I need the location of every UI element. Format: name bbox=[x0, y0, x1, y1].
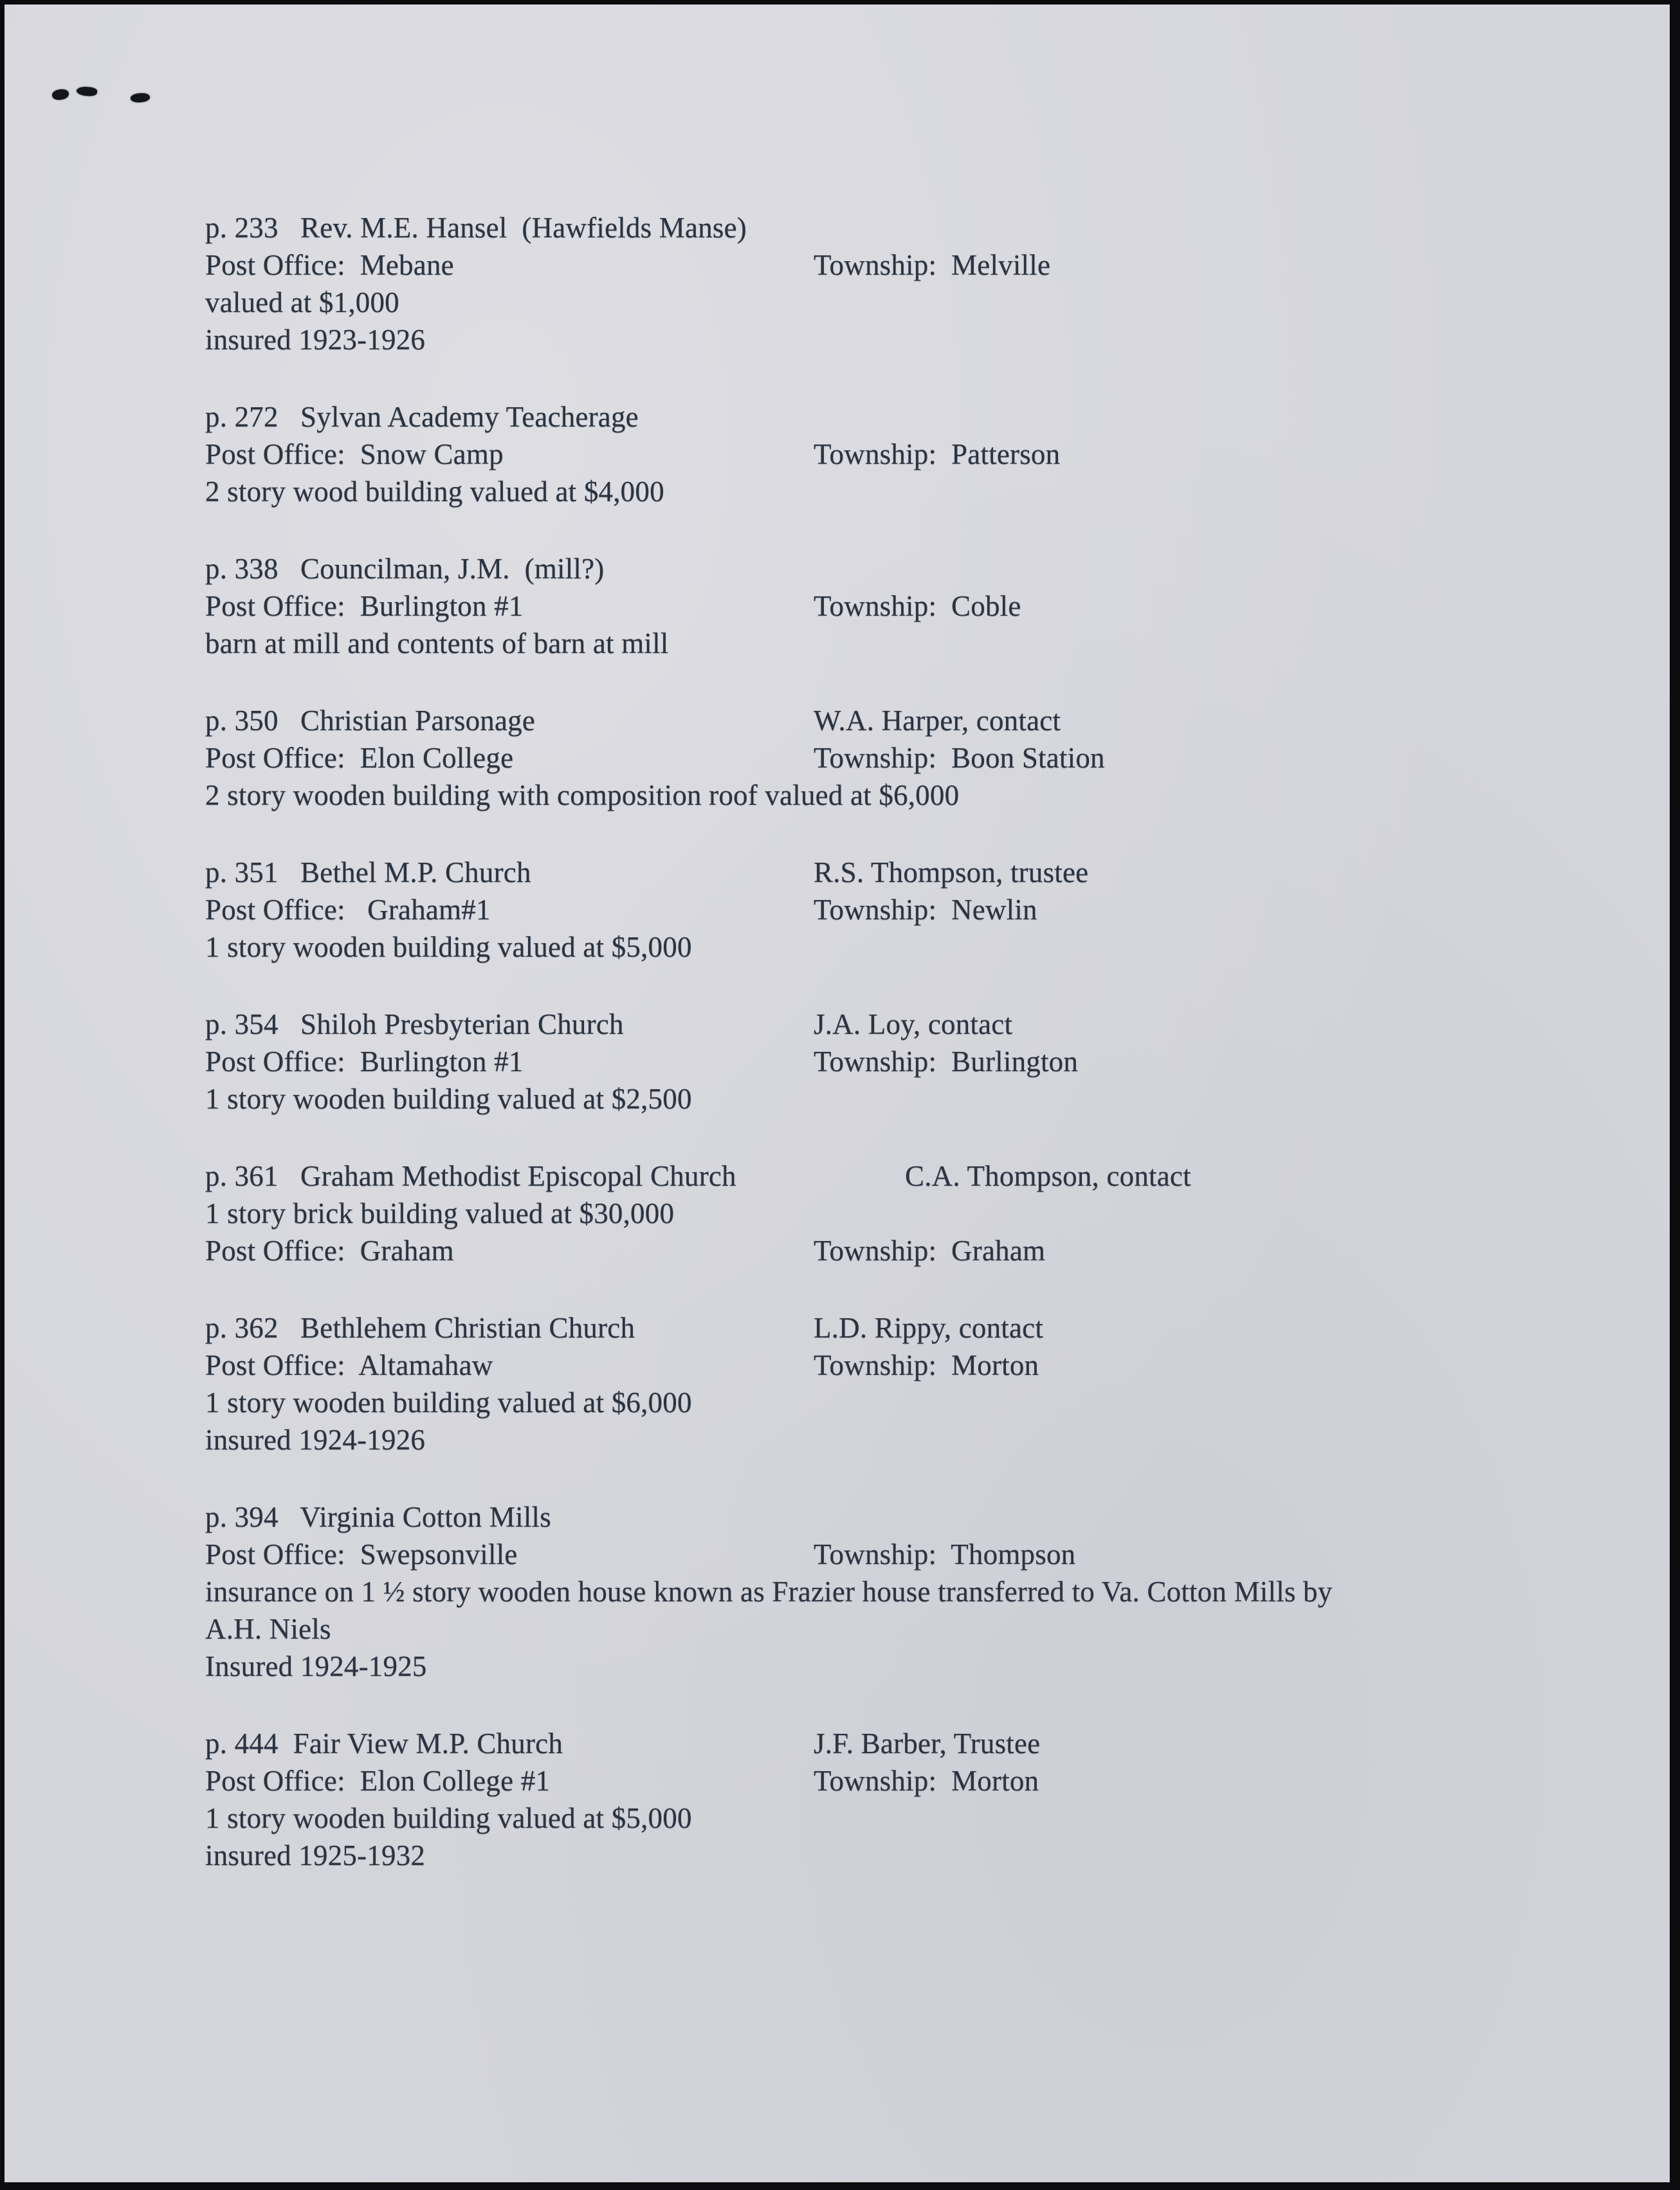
ink-smudge-mark bbox=[51, 88, 69, 100]
entry-text-left: insured 1923-1926 bbox=[205, 324, 426, 356]
record-entry-p361 bbox=[205, 1157, 1612, 1269]
entry-text-left: p. 233 Rev. M.E. Hansel (Hawfields Manse) bbox=[205, 212, 747, 244]
record-entry-p338 bbox=[205, 550, 1612, 662]
entry-row bbox=[205, 1195, 1612, 1232]
record-entry-p351 bbox=[205, 854, 1612, 966]
entry-text-left: p. 361 Graham Methodist Episcopal Church bbox=[205, 1160, 736, 1192]
entry-row bbox=[205, 739, 1612, 777]
entry-text-left: 2 story wood building valued at $4,000 bbox=[205, 475, 664, 508]
entry-text-right: Township: Newlin bbox=[814, 894, 1037, 926]
record-entry-p444 bbox=[205, 1725, 1612, 1874]
entry-text-left: insured 1924-1926 bbox=[205, 1424, 426, 1456]
entry-row bbox=[205, 1347, 1612, 1384]
entry-text-left: p. 354 Shiloh Presbyterian Church bbox=[205, 1008, 624, 1040]
entry-row bbox=[205, 473, 1612, 510]
entry-row bbox=[205, 1762, 1612, 1799]
entry-text-right: J.F. Barber, Trustee bbox=[814, 1727, 1041, 1760]
entry-row bbox=[205, 1080, 1612, 1118]
entry-text-left: p. 394 Virginia Cotton Mills bbox=[205, 1501, 551, 1533]
entry-row bbox=[205, 321, 1612, 358]
entry-text-right: Township: Burlington bbox=[814, 1045, 1079, 1078]
entry-text-left: Post Office: Mebane bbox=[205, 249, 454, 281]
entry-text-right: C.A. Thompson, contact bbox=[905, 1160, 1191, 1192]
entry-row bbox=[205, 928, 1612, 966]
entry-row bbox=[205, 1384, 1612, 1421]
record-entry-p362 bbox=[205, 1309, 1612, 1458]
entry-text-right: Township: Melville bbox=[814, 249, 1051, 281]
entry-row bbox=[205, 777, 1612, 814]
entry-text-right: Township: Thompson bbox=[814, 1538, 1076, 1570]
entry-row bbox=[205, 398, 1612, 436]
entry-text-left: 2 story wooden building with composition roof valued at $6,000 bbox=[205, 779, 960, 811]
entry-text-left: insured 1925-1932 bbox=[205, 1839, 426, 1872]
entry-text-right: Township: Graham bbox=[814, 1235, 1046, 1267]
entry-text-right: J.A. Loy, contact bbox=[814, 1008, 1013, 1040]
entry-text-left: Post Office: Burlington #1 bbox=[205, 1045, 524, 1078]
entry-text-right: Township: Coble bbox=[814, 590, 1021, 622]
entry-row bbox=[205, 550, 1612, 587]
entry-row bbox=[205, 1725, 1612, 1762]
entry-text-right: W.A. Harper, contact bbox=[814, 704, 1061, 737]
entry-text-left: Post Office: Snow Camp bbox=[205, 438, 504, 470]
entry-text-left: Post Office: Elon College bbox=[205, 742, 514, 774]
entry-text-left: 1 story wooden building valued at $5,000 bbox=[205, 1802, 692, 1834]
entry-text-left: p. 351 Bethel M.P. Church bbox=[205, 856, 531, 888]
record-entry-p394 bbox=[205, 1498, 1612, 1685]
entry-text-right: Township: Boon Station bbox=[814, 742, 1105, 774]
entry-row bbox=[205, 1309, 1612, 1347]
ink-smudge-mark bbox=[76, 86, 97, 97]
ink-smudge-mark bbox=[131, 93, 151, 103]
entry-text-right: L.D. Rippy, contact bbox=[814, 1312, 1044, 1344]
record-entry-p272 bbox=[205, 398, 1612, 510]
entry-row bbox=[205, 1232, 1612, 1269]
entry-row bbox=[205, 1536, 1612, 1573]
entry-row bbox=[205, 1648, 1612, 1685]
entry-row bbox=[205, 702, 1612, 739]
entry-row bbox=[205, 854, 1612, 891]
entry-row bbox=[205, 1610, 1612, 1648]
entry-row bbox=[205, 587, 1612, 625]
entry-row bbox=[205, 1157, 1612, 1195]
entry-row bbox=[205, 1498, 1612, 1536]
entry-row bbox=[205, 1799, 1612, 1837]
entry-text-left: p. 350 Christian Parsonage bbox=[205, 704, 536, 737]
entry-text-right: Township: Morton bbox=[814, 1765, 1039, 1797]
entry-text-left: 1 story wooden building valued at $6,000 bbox=[205, 1386, 692, 1419]
entry-text-left: p. 362 Bethlehem Christian Church bbox=[205, 1312, 635, 1344]
scanned-document-page bbox=[5, 5, 1670, 2182]
record-entry-p354 bbox=[205, 1006, 1612, 1118]
entry-text-left: Post Office: Elon College #1 bbox=[205, 1765, 551, 1797]
entry-text-right: R.S. Thompson, trustee bbox=[814, 856, 1089, 888]
entry-text-left: 1 story wooden building valued at $5,000 bbox=[205, 931, 692, 963]
entry-text-left: p. 444 Fair View M.P. Church bbox=[205, 1727, 563, 1760]
entry-row bbox=[205, 1421, 1612, 1458]
entry-text-left: insurance on 1 ½ story wooden house known as Frazier house transferred to Va. Cotton Mills by bbox=[205, 1576, 1333, 1608]
entry-text-left: Post Office: Graham bbox=[205, 1235, 454, 1267]
entry-row bbox=[205, 891, 1612, 928]
entry-text-right: Township: Patterson bbox=[814, 438, 1061, 470]
entry-row bbox=[205, 436, 1612, 473]
entry-text-left: p. 272 Sylvan Academy Teacherage bbox=[205, 401, 639, 433]
entry-text-left: barn at mill and contents of barn at mill bbox=[205, 627, 669, 659]
entry-text-left: Post Office: Burlington #1 bbox=[205, 590, 524, 622]
entry-text-left: p. 338 Councilman, J.M. (mill?) bbox=[205, 553, 605, 585]
record-entry-p350 bbox=[205, 702, 1612, 814]
entry-row bbox=[205, 209, 1612, 246]
entries-container bbox=[205, 209, 1612, 1914]
entry-row bbox=[205, 1043, 1612, 1080]
entry-text-left: Post Office: Swepsonville bbox=[205, 1538, 518, 1570]
entry-text-left: A.H. Niels bbox=[205, 1613, 331, 1645]
entry-row bbox=[205, 246, 1612, 284]
entry-row bbox=[205, 625, 1612, 662]
entry-text-left: 1 story wooden building valued at $2,500 bbox=[205, 1083, 692, 1115]
entry-row bbox=[205, 284, 1612, 321]
entry-row bbox=[205, 1006, 1612, 1043]
entry-text-right: Township: Morton bbox=[814, 1349, 1039, 1381]
record-entry-p233 bbox=[205, 209, 1612, 358]
entry-row bbox=[205, 1837, 1612, 1874]
entry-text-left: Insured 1924-1925 bbox=[205, 1650, 427, 1682]
entry-text-left: Post Office: Graham#1 bbox=[205, 894, 491, 926]
entry-text-left: valued at $1,000 bbox=[205, 286, 399, 318]
entry-text-left: 1 story brick building valued at $30,000 bbox=[205, 1197, 675, 1229]
entry-text-left: Post Office: Altamahaw bbox=[205, 1349, 493, 1381]
entry-row bbox=[205, 1573, 1612, 1610]
